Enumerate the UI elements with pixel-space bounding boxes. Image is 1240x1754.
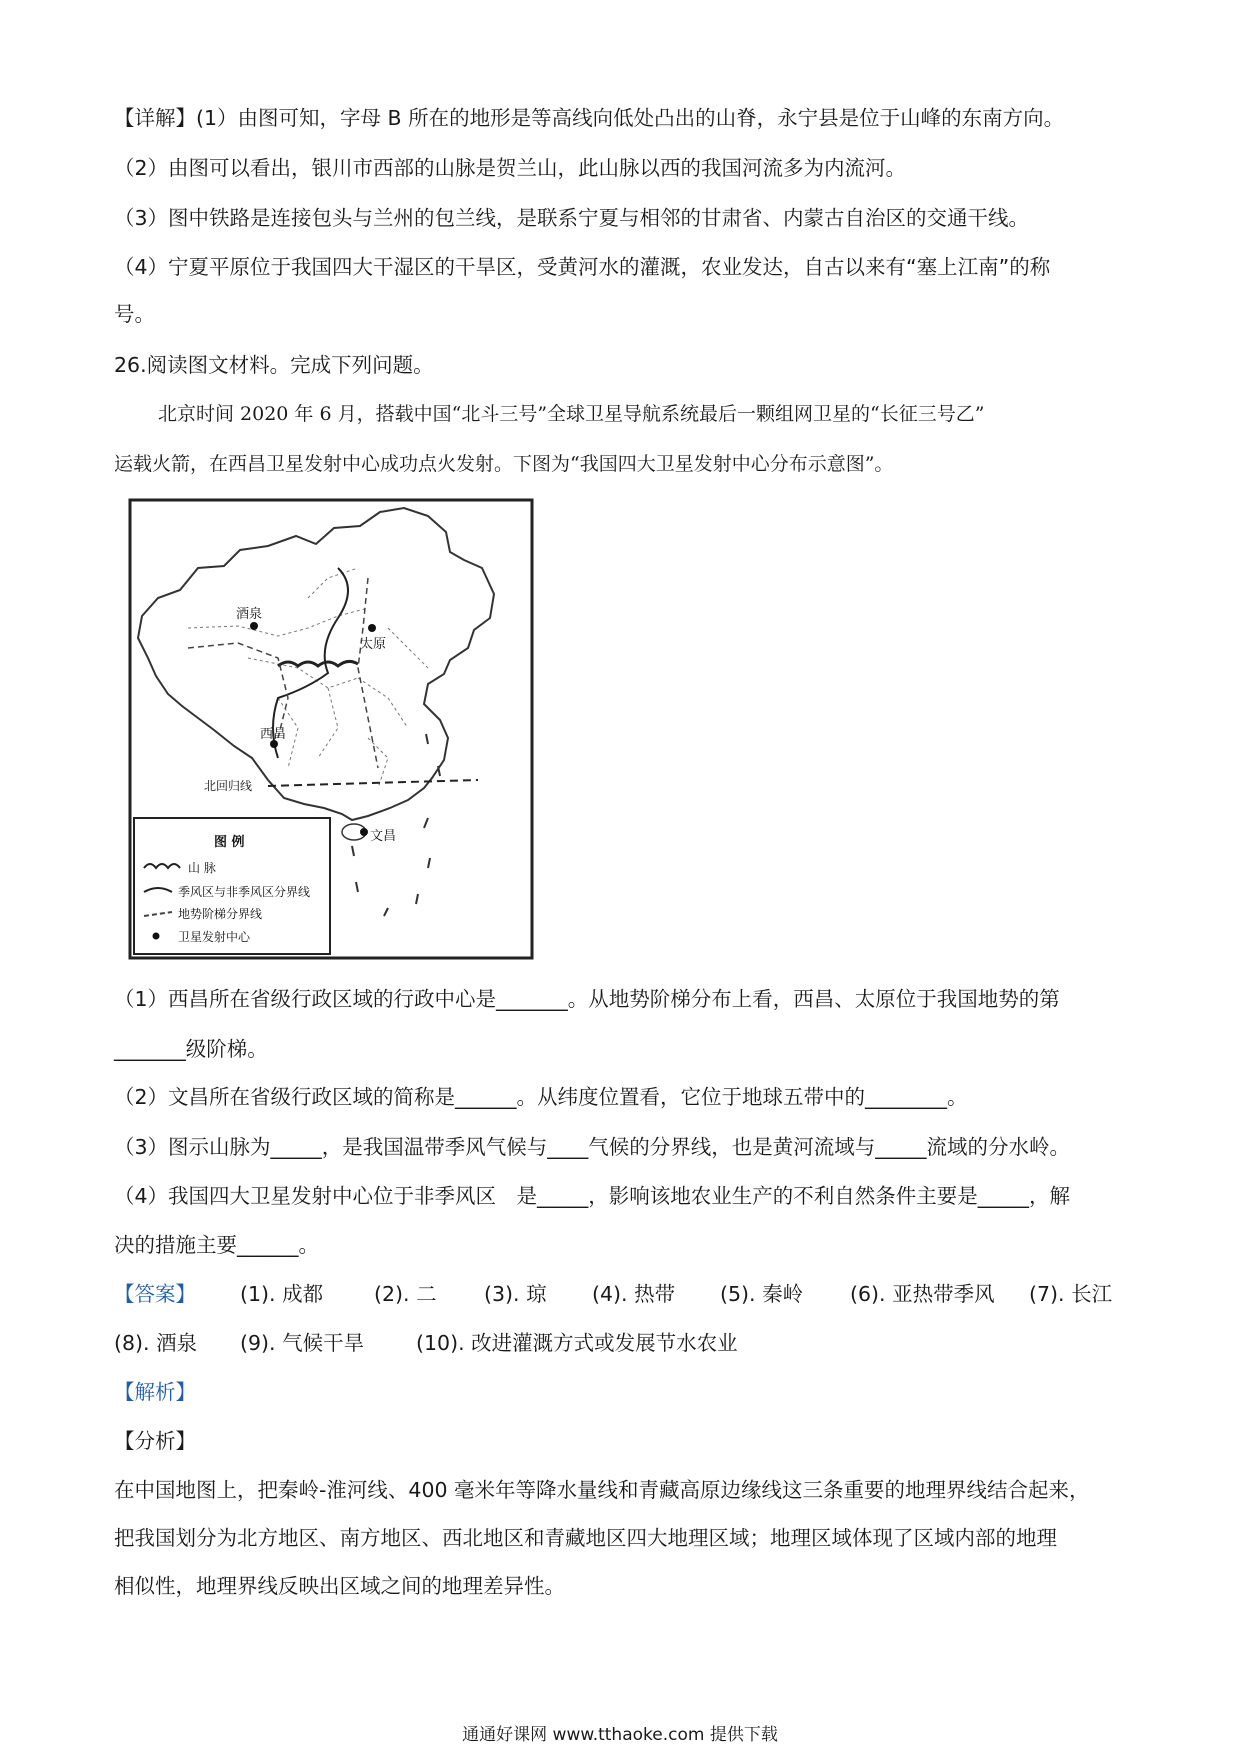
answer-item: (2). 二 bbox=[374, 1282, 437, 1306]
subquestion-4: （4）我国四大卫星发射中心位于非季风区 是_____，影响该地农业生产的不利自然条件主要是_____，解 bbox=[114, 1184, 1071, 1208]
answer-item: (6). 亚热带季风 bbox=[850, 1282, 995, 1306]
analysis-paragraph-1: 在中国地图上，把秦岭-淮河线、400 毫米年等降水量线和青藏高原边缘线这三条重要的地理界线结合起来， bbox=[114, 1478, 1090, 1502]
question-intro-line-1: 北京时间 2020 年 6 月，搭载中国“北斗三号”全球卫星导航系统最后一颗组网卫星的“长征三号乙” bbox=[158, 403, 985, 425]
question-intro-line-2: 运载火箭，在西昌卫星发射中心成功点火发射。下图为“我国四大卫星发射中心分布示意图”。 bbox=[114, 453, 894, 475]
label-xichang: 西昌 bbox=[260, 727, 287, 742]
detail-paragraph-4-cont: 号。 bbox=[114, 302, 155, 326]
launch-center-taiyuan bbox=[368, 624, 376, 632]
launch-center-jiuquan bbox=[250, 622, 258, 630]
answer-item: (1). 成都 bbox=[240, 1282, 324, 1306]
label-wenchang: 文昌 bbox=[370, 829, 397, 844]
answer-label: 【答案】 bbox=[114, 1282, 196, 1306]
answer-item: (7). 长江 bbox=[1029, 1282, 1113, 1306]
answer-item: (8). 酒泉 bbox=[114, 1331, 198, 1355]
answer-item: (3). 琼 bbox=[484, 1282, 547, 1306]
analysis-sub-label: 【分析】 bbox=[114, 1429, 196, 1453]
detail-paragraph-2: （2）由图可以看出，银川市西部的山脉是贺兰山，此山脉以西的我国河流多为内流河。 bbox=[114, 156, 907, 180]
answer-item: (9). 气候干旱 bbox=[240, 1331, 365, 1355]
question-number: 26.阅读图文材料。完成下列问题。 bbox=[114, 353, 434, 377]
legend-monsoon-label: 季风区与非季风区分界线 bbox=[178, 885, 311, 899]
analysis-paragraph-3: 相似性，地理界线反映出区域之间的地理差异性。 bbox=[114, 1574, 565, 1598]
subquestion-2: （2）文昌所在省级行政区域的简称是______。从纬度位置看，它位于地球五带中的________。 bbox=[114, 1085, 968, 1109]
detail-paragraph-4: （4）宁夏平原位于我国四大干湿区的干旱区，受黄河水的灌溉，农业发达，自古以来有“塞上江南”的称 bbox=[114, 255, 1051, 279]
analysis-paragraph-2: 把我国划分为北方地区、南方地区、西北地区和青藏地区四大地理区域；地理区域体现了区域内部的地理 bbox=[114, 1526, 1057, 1550]
launch-center-wenchang bbox=[360, 828, 368, 836]
legend-mountain-label: 山 脉 bbox=[188, 861, 216, 875]
answer-item: (4). 热带 bbox=[592, 1282, 676, 1306]
answer-item: (5). 秦岭 bbox=[720, 1282, 804, 1306]
subquestion-1-cont: _______级阶梯。 bbox=[114, 1037, 268, 1061]
legend-center-label: 卫星发射中心 bbox=[178, 930, 251, 944]
legend-center-symbol bbox=[153, 933, 160, 940]
analysis-label: 【解析】 bbox=[114, 1380, 196, 1404]
legend-title: 图 例 bbox=[214, 835, 245, 850]
label-taiyuan: 太原 bbox=[360, 637, 387, 652]
answer-item: (10). 改进灌溉方式或发展节水农业 bbox=[416, 1331, 738, 1355]
detail-paragraph-3: （3）图中铁路是连接包头与兰州的包兰线，是联系宁夏与相邻的甘肃省、内蒙古自治区的交通干线。 bbox=[114, 206, 1030, 230]
label-tropic-of-cancer: 北回归线 bbox=[204, 779, 253, 793]
subquestion-1: （1）西昌所在省级行政区域的行政中心是_______。从地势阶梯分布上看，西昌、太原位于我国地势的第 bbox=[114, 987, 1060, 1011]
satellite-launch-center-map bbox=[128, 498, 534, 960]
subquestion-3: （3）图示山脉为_____，是我国温带季风气候与____气候的分界线，也是黄河流域与_____流域的分水岭。 bbox=[114, 1135, 1071, 1159]
page-footer: 通通好课网 www.tthaoke.com 提供下载 bbox=[462, 1725, 778, 1745]
detail-paragraph-1: 【详解】(1）由图可知，字母 B 所在的地形是等高线向低处凸出的山脊，永宁县是位于山峰的东南方向。 bbox=[114, 106, 1065, 130]
legend-terrain-label: 地势阶梯分界线 bbox=[178, 907, 263, 921]
subquestion-4-cont: 决的措施主要______。 bbox=[114, 1233, 319, 1257]
label-jiuquan: 酒泉 bbox=[236, 607, 263, 622]
